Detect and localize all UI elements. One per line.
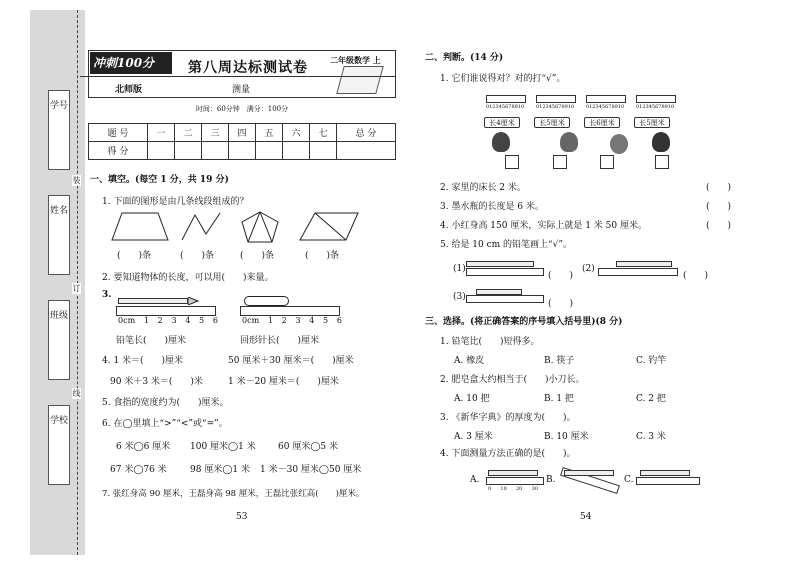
compare-item[interactable]: 1 米－30 厘米◯50 厘米 [260, 465, 362, 475]
pencil-image [466, 261, 534, 267]
choice-option[interactable]: C. [624, 475, 634, 485]
score-input[interactable] [201, 142, 228, 160]
mini-ruler [636, 95, 676, 103]
speech-bubble: 长4厘米 [484, 117, 520, 128]
judge-blank[interactable]: ( ) [706, 202, 732, 212]
bird-icon [610, 134, 628, 154]
ruler [466, 295, 544, 303]
object-bar [640, 470, 690, 476]
table-cell: 三 [201, 124, 228, 142]
ruler-labels [118, 316, 218, 325]
option-label: (3) [453, 292, 466, 302]
ruler [598, 268, 678, 276]
pentagon-shape [242, 212, 278, 242]
ruler [486, 477, 544, 485]
tick-label: 6 [336, 316, 342, 325]
score-table [88, 123, 396, 160]
table-cell: 四 [228, 124, 255, 142]
blank[interactable]: ( )条 [305, 251, 340, 261]
mini-ruler [536, 95, 576, 103]
page-number: 54 [580, 512, 592, 522]
tick-label: 20 [516, 486, 523, 492]
pencil-tip [188, 297, 200, 305]
choice-option[interactable]: A. 橡皮 [454, 356, 485, 366]
ruler-scale: 012345678910 [636, 104, 675, 110]
logo: 冲刺100分 达标测试卷 [90, 52, 172, 74]
question-text: 5. 食指的宽度约为( )厘米。 [102, 398, 229, 408]
answer-box[interactable] [553, 155, 567, 169]
choice-option[interactable]: B. 10 厘米 [544, 432, 589, 442]
class-field: 班级 [48, 300, 70, 380]
ruler-scale: 012345678910 [536, 104, 575, 110]
grade-label: 二年级数学 上 [330, 55, 381, 65]
question-text: 90 米＋3 米＝( )米 [110, 377, 203, 387]
ruler [466, 268, 544, 276]
section-title: 二、判断。(14 分) [425, 53, 504, 63]
score-input[interactable] [228, 142, 255, 160]
answer-box[interactable] [505, 155, 519, 169]
table-row [89, 142, 396, 160]
pentagon-diagonal [260, 212, 272, 242]
tick-label: 4 [185, 316, 191, 325]
section-title: 三、选择。(将正确答案的序号填入括号里)(8 分) [425, 317, 623, 327]
question-text: 1 米－20 厘米＝( )厘米 [228, 377, 339, 387]
table-cell: 五 [255, 124, 282, 142]
option-label: (2) [582, 264, 595, 274]
ruler [240, 306, 340, 316]
score-input[interactable] [255, 142, 282, 160]
answer-box[interactable] [655, 155, 669, 169]
tick-label: 2 [281, 316, 287, 325]
tick-label: 0cm [242, 316, 260, 325]
compare-item[interactable]: 67 米◯76 米 [110, 465, 167, 475]
compare-item[interactable]: 100 厘米◯1 米 [190, 442, 256, 452]
page-title: 第八周达标测试卷 [188, 60, 308, 76]
score-input[interactable] [336, 142, 395, 160]
tick-label: 5 [323, 316, 329, 325]
option-label: (1) [453, 264, 466, 274]
score-input[interactable] [282, 142, 309, 160]
choice-option[interactable]: C. 2 把 [636, 394, 666, 404]
table-cell: 总 分 [336, 124, 395, 142]
choice-option[interactable]: C. 钓竿 [636, 356, 667, 366]
question-text: 铅笔长( )厘米 [116, 336, 187, 346]
choice-option[interactable]: A. 3 厘米 [454, 432, 493, 442]
tick-label: 1 [143, 316, 149, 325]
name-field: 姓名 [48, 195, 70, 275]
question-number: 3. [102, 290, 112, 300]
judge-blank[interactable]: ( ) [706, 221, 732, 231]
table-cell: 一 [147, 124, 174, 142]
score-input[interactable] [147, 142, 174, 160]
shapes-figure [110, 210, 390, 245]
school-field: 学校 [48, 405, 70, 485]
section-title: 一、填空。(每空 1 分，共 19 分) [90, 175, 229, 185]
table-cell: 六 [282, 124, 309, 142]
score-input[interactable] [309, 142, 336, 160]
table-cell: 七 [309, 124, 336, 142]
ruler-labels [488, 486, 538, 492]
blank[interactable]: ( )条 [180, 251, 215, 261]
tick-label: 0cm [118, 316, 136, 325]
question-text: 回形针长( )厘米 [240, 336, 320, 346]
pencil-image [616, 261, 672, 267]
subject-label: 测量 [232, 85, 251, 95]
mini-ruler [486, 95, 526, 103]
blank[interactable]: ( )条 [117, 251, 152, 261]
paperclip-image [244, 296, 289, 306]
object-bar [564, 470, 614, 476]
table-cell: 二 [174, 124, 201, 142]
trapezoid-shape [112, 213, 168, 240]
compare-item[interactable]: 98 厘米◯1 米 [190, 465, 250, 475]
question-text: 5. 给是 10 cm 的铅笔画上“√”。 [440, 240, 572, 250]
time-info: 时间：60分钟 满分：100分 [195, 105, 289, 113]
question-text: 6. 在◯里填上“>”“<”或“=”。 [102, 419, 228, 429]
choice-option[interactable]: A. [470, 475, 480, 485]
page-number: 53 [236, 512, 248, 522]
question-text: 1. 下面的图形是由几条线段组成的？ [102, 197, 249, 207]
mouse-icon [492, 132, 510, 152]
question-text: 1. 它们谁说得对？对的打“√”。 [440, 74, 566, 84]
tick-label: 1 [267, 316, 273, 325]
speech-bubble: 长5厘米 [534, 117, 570, 128]
question-text: 2. 家里的床长 2 米。 [440, 183, 526, 193]
pentagon-diagonal [248, 212, 260, 242]
answer-box[interactable] [600, 155, 614, 169]
pencil-image [118, 298, 188, 304]
zigzag-shape [182, 213, 220, 240]
judge-blank[interactable]: ( ) [706, 183, 732, 193]
question-text: 3. 墨水瓶的长度是 6 米。 [440, 202, 544, 212]
ruler-labels [242, 316, 342, 325]
tick-label: 30 [531, 486, 538, 492]
ruler-scale: 012345678910 [486, 104, 525, 110]
tick-label: 4 [309, 316, 315, 325]
tick-label: 0 [488, 486, 492, 492]
tick-label: 3 [295, 316, 301, 325]
speech-bubble: 长5厘米 [634, 117, 670, 128]
ruler [116, 306, 216, 316]
penguin-icon [652, 132, 670, 152]
choice-option[interactable]: B. 筷子 [544, 356, 575, 366]
compare-item[interactable]: 60 厘米◯5 米 [278, 442, 338, 452]
question-text: 4. 下面测量方法正确的是( )。 [440, 449, 576, 459]
score-input[interactable] [174, 142, 201, 160]
table-cell: 题 号 [89, 124, 148, 142]
student-id-field: 学号 [48, 90, 70, 170]
question-text: 4. 1 米＝( )厘米 [102, 356, 184, 366]
question-text: 2. 肥皂盒大约相当于( )小刀长。 [440, 375, 585, 385]
ruler [636, 477, 700, 485]
mini-ruler [586, 95, 626, 103]
tablet-illustration [336, 66, 384, 94]
ruler-scale: 012345678910 [586, 104, 625, 110]
question-text: 1. 铅笔比( )短得多。 [440, 337, 540, 347]
tick-label: 6 [212, 316, 218, 325]
choice-option[interactable]: B. [546, 475, 556, 485]
tick-label: 3 [171, 316, 177, 325]
tick-label: 10 [500, 486, 507, 492]
choice-option[interactable]: B. 1 把 [544, 394, 574, 404]
blank[interactable]: ( )条 [240, 251, 275, 261]
divider [80, 76, 396, 77]
check-blank[interactable]: ( ) [548, 299, 574, 309]
speech-bubble: 长6厘米 [584, 117, 620, 128]
cut-label: 订 [72, 284, 81, 293]
compare-item[interactable]: 6 米◯6 厘米 [116, 442, 171, 452]
table-row [89, 124, 396, 142]
cut-label: 装 [72, 176, 81, 185]
question-text: 3. 《新华字典》的厚度为( )。 [440, 413, 576, 423]
question-text: 2. 要知道物体的长度，可以用( )来量。 [102, 273, 274, 283]
cut-label: 线 [72, 389, 81, 398]
parallelogram-shape [300, 213, 358, 240]
object-bar [488, 470, 538, 476]
tick-label: 5 [199, 316, 205, 325]
parallelogram-diagonal [315, 213, 346, 240]
cat-icon [560, 132, 578, 152]
question-text: 50 厘米＋30 厘米＝( )厘米 [228, 356, 354, 366]
choice-option[interactable]: A. 10 把 [454, 394, 490, 404]
check-blank[interactable]: ( ) [683, 271, 709, 281]
tick-label: 2 [157, 316, 163, 325]
question-text: 7. 张红身高 90 厘米，王磊身高 98 厘米，王磊比张红高( )厘米。 [102, 489, 365, 499]
choice-option[interactable]: C. 3 米 [636, 432, 666, 442]
table-cell: 得 分 [89, 142, 148, 160]
question-text: 4. 小红身高 150 厘米，实际上就是 1 米 50 厘米。 [440, 221, 647, 231]
check-blank[interactable]: ( ) [548, 271, 574, 281]
edition-label: 北师版 [115, 85, 143, 95]
